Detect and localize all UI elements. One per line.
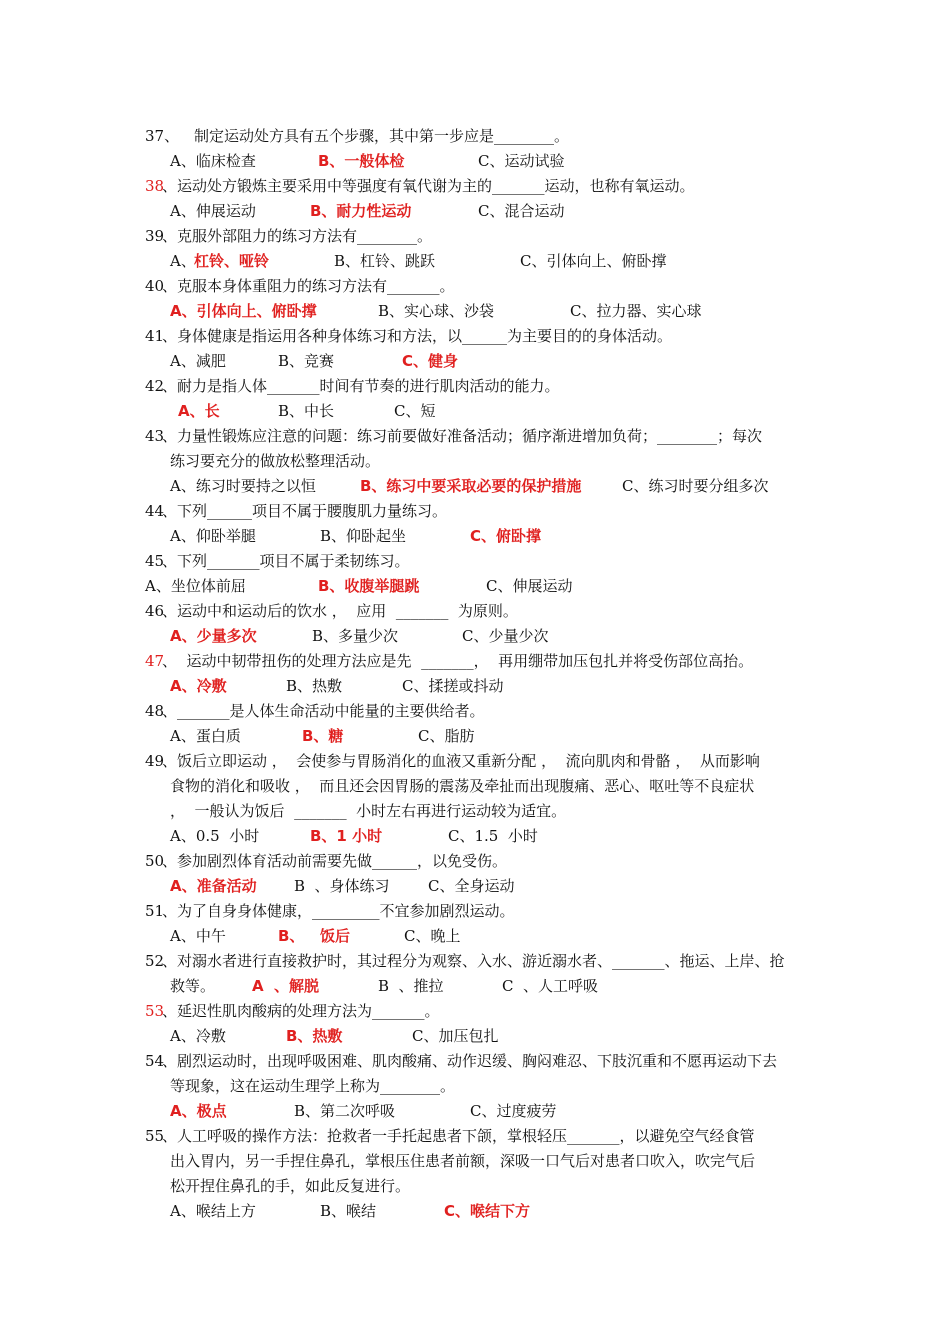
question-stem-continued: 救等。 xyxy=(170,977,216,995)
question-number: 46 xyxy=(145,602,165,620)
options-50 xyxy=(0,875,950,897)
question-stem-continued: 练习要充分的做放松整理活动。 xyxy=(170,452,381,470)
option-c: C、揉搓或抖动 xyxy=(402,677,504,695)
options-37 xyxy=(0,150,950,172)
option-b: B、第二次呼吸 xyxy=(294,1102,396,1120)
option-c: C、运动试验 xyxy=(478,152,565,170)
question-stem: 、参加剧烈体育活动前需要先做______，以免受伤。 xyxy=(162,852,508,870)
question-49-cont xyxy=(0,775,950,797)
question-39 xyxy=(0,225,950,247)
question-number: 43 xyxy=(145,427,165,445)
question-46 xyxy=(0,600,950,622)
option-a: A、减肥 xyxy=(170,352,226,370)
option-c: C、伸展运动 xyxy=(486,577,573,595)
question-stem-continued: 出入胃内，另一手捏住鼻孔，掌根压住患者前额，深吸一口气后对患者口吹入，吹完气后 xyxy=(170,1152,756,1170)
question-54-cont xyxy=(0,1075,950,1097)
question-number: 49 xyxy=(145,752,165,770)
option-c: C、少量少次 xyxy=(462,627,549,645)
option-c: C、过度疲劳 xyxy=(470,1102,557,1120)
option-b: B 、身体练习 xyxy=(294,877,390,895)
option-c-answer: C、健身 xyxy=(402,352,459,370)
option-c: C、引体向上、俯卧撑 xyxy=(520,252,667,270)
question-stem-continued: 等现象，这在运动生理学上称为________。 xyxy=(170,1077,456,1095)
option-a: A、坐位体前屈 xyxy=(145,577,246,595)
question-number: 37、 xyxy=(145,127,180,145)
question-stem-continued: 食物的消化和吸收 ， 而且还会因胃肠的震荡及牵扯而出现腹痛、恶心、呕吐等不良症状 xyxy=(170,777,755,795)
option-a: A、练习时要持之以恒 xyxy=(170,477,316,495)
question-stem: 、运动处方锻炼主要采用中等强度有氧代谢为主的_______运动，也称有氧运动。 xyxy=(162,177,695,195)
option-c: C、混合运动 xyxy=(478,202,565,220)
option-b: B、热敷 xyxy=(286,677,343,695)
option-a: A、0.5 小时 xyxy=(170,827,260,845)
options-45 xyxy=(0,575,950,597)
question-stem: 、克服外部阻力的练习方法有________。 xyxy=(162,227,433,245)
question-stem: 制定运动处方具有五个步骤，其中第一步应是________。 xyxy=(194,127,570,145)
question-stem: 、剧烈运动时，出现呼吸困难、肌肉酸痛、动作迟缓、胸闷难忍、下肢沉重和不愿再运动下去 xyxy=(162,1052,778,1070)
options-40 xyxy=(0,300,950,322)
question-48 xyxy=(0,700,950,722)
option-b-answer: B、1 小时 xyxy=(310,827,383,845)
options-53 xyxy=(0,1025,950,1047)
option-c-answer: C、俯卧撑 xyxy=(470,527,542,545)
option-b-answer: B、一般体检 xyxy=(318,152,405,170)
option-a-answer: A、长 xyxy=(178,402,220,420)
question-number: 50 xyxy=(145,852,165,870)
options-55 xyxy=(0,1200,950,1222)
question-number: 53 xyxy=(145,1002,165,1020)
options-46 xyxy=(0,625,950,647)
question-52-cont xyxy=(0,975,950,997)
option-c-answer: C、喉结下方 xyxy=(444,1202,531,1220)
option-a: A、仰卧举腿 xyxy=(170,527,256,545)
question-number: 51 xyxy=(145,902,165,920)
question-47 xyxy=(0,650,950,672)
question-number: 48 xyxy=(145,702,165,720)
question-38 xyxy=(0,175,950,197)
question-stem-continued: ， 一般认为饭后 _______ 小时左右再进行运动较为适宜。 xyxy=(170,802,567,820)
question-number: 45 xyxy=(145,552,165,570)
option-a-prefix: A、 xyxy=(170,252,196,270)
question-43-cont xyxy=(0,450,950,472)
question-41 xyxy=(0,325,950,347)
options-41 xyxy=(0,350,950,372)
option-b-answer: B、糖 xyxy=(302,727,344,745)
option-c: C、练习时要分组多次 xyxy=(622,477,769,495)
option-a: A、伸展运动 xyxy=(170,202,256,220)
option-a-answer: A、引体向上、俯卧撑 xyxy=(170,302,317,320)
option-c: C、加压包扎 xyxy=(412,1027,499,1045)
option-c: C、晚上 xyxy=(404,927,461,945)
option-a-answer: A、极点 xyxy=(170,1102,227,1120)
question-55-cont xyxy=(0,1150,950,1172)
question-54 xyxy=(0,1050,950,1072)
question-43 xyxy=(0,425,950,447)
question-stem: 、延迟性肌肉酸病的处理方法为_______。 xyxy=(162,1002,440,1020)
question-stem: 、 运动中韧带扭伤的处理方法应是先 _______， 再用绷带加压包扎并将受伤部位高抬。 xyxy=(162,652,754,670)
question-number: 54 xyxy=(145,1052,165,1070)
question-50 xyxy=(0,850,950,872)
question-stem: 、对溺水者进行直接救护时，其过程分为观察、入水、游近溺水者、_______、拖运、上岸、抢 xyxy=(162,952,785,970)
option-a: A、喉结上方 xyxy=(170,1202,256,1220)
options-51 xyxy=(0,925,950,947)
question-42 xyxy=(0,375,950,397)
option-a-answer: A、准备活动 xyxy=(170,877,257,895)
option-a-answer: A 、解脱 xyxy=(252,977,320,995)
question-stem: 、_______是人体生命活动中能量的主要供给者。 xyxy=(162,702,485,720)
question-stem: 、下列______项目不属于腰腹肌力量练习。 xyxy=(162,502,448,520)
option-b-answer: B、收腹举腿跳 xyxy=(318,577,420,595)
option-b: B、实心球、沙袋 xyxy=(378,302,495,320)
question-stem: 、为了自身身体健康，_________不宜参加剧烈运动。 xyxy=(162,902,515,920)
option-a: A、中午 xyxy=(170,927,226,945)
option-b: B、杠铃、跳跃 xyxy=(334,252,436,270)
option-a-answer: A、冷敷 xyxy=(170,677,227,695)
question-stem: 、饭后立即运动 ， 会使参与胃肠消化的血液又重新分配 ， 流向肌肉和骨骼 ， 从而影响 xyxy=(162,752,760,770)
question-number: 41 xyxy=(145,327,165,345)
options-49 xyxy=(0,825,950,847)
question-stem: 、下列_______项目不属于柔韧练习。 xyxy=(162,552,410,570)
question-55 xyxy=(0,1125,950,1147)
question-number: 42 xyxy=(145,377,165,395)
question-53 xyxy=(0,1000,950,1022)
question-number: 44 xyxy=(145,502,165,520)
option-c: C、拉力器、实心球 xyxy=(570,302,702,320)
options-54 xyxy=(0,1100,950,1122)
option-a: A、临床检查 xyxy=(170,152,256,170)
option-b-answer: B、练习中要采取必要的保护措施 xyxy=(360,477,582,495)
option-b: B 、推拉 xyxy=(378,977,444,995)
question-stem: 、人工呼吸的操作方法：抢救者一手托起患者下颌，掌根轻压_______，以避免空气经食管 xyxy=(162,1127,755,1145)
option-a: A、冷敷 xyxy=(170,1027,226,1045)
question-number: 47 xyxy=(145,652,165,670)
options-47 xyxy=(0,675,950,697)
question-number: 38 xyxy=(145,177,165,195)
option-c: C、短 xyxy=(394,402,436,420)
option-b: B、仰卧起坐 xyxy=(320,527,407,545)
option-a-answer: 杠铃、哑铃 xyxy=(194,252,270,270)
question-stem: 、克服本身体重阻力的练习方法有_______。 xyxy=(162,277,455,295)
question-44 xyxy=(0,500,950,522)
options-38 xyxy=(0,200,950,222)
option-b: B、多量少次 xyxy=(312,627,399,645)
question-37 xyxy=(0,125,950,147)
question-stem: 、身体健康是指运用各种身体练习和方法，以______为主要目的的身体活动。 xyxy=(162,327,673,345)
option-c: C、1.5 小时 xyxy=(448,827,538,845)
question-52 xyxy=(0,950,950,972)
question-number: 40 xyxy=(145,277,165,295)
options-42 xyxy=(0,400,950,422)
question-number: 39 xyxy=(145,227,165,245)
option-a: A、蛋白质 xyxy=(170,727,241,745)
option-c: C、全身运动 xyxy=(428,877,515,895)
option-b: B、喉结 xyxy=(320,1202,377,1220)
option-c: C、脂肪 xyxy=(418,727,475,745)
options-43 xyxy=(0,475,950,497)
option-b: B、中长 xyxy=(278,402,335,420)
question-45 xyxy=(0,550,950,572)
question-number: 52 xyxy=(145,952,165,970)
option-c: C 、人工呼吸 xyxy=(502,977,599,995)
option-b-answer: B、热敷 xyxy=(286,1027,343,1045)
question-49 xyxy=(0,750,950,772)
option-b-prefix: B、 xyxy=(278,927,305,945)
options-48 xyxy=(0,725,950,747)
question-stem-continued: 松开捏住鼻孔的手，如此反复进行。 xyxy=(170,1177,411,1195)
option-b-answer: B、耐力性运动 xyxy=(310,202,412,220)
question-55-cont2 xyxy=(0,1175,950,1197)
options-39 xyxy=(0,250,950,272)
question-number: 55 xyxy=(145,1127,165,1145)
question-stem: 、力量性锻炼应注意的问题：练习前要做好准备活动；循序渐进增加负荷；________；每次 xyxy=(162,427,763,445)
question-40 xyxy=(0,275,950,297)
option-b: B、竞赛 xyxy=(278,352,335,370)
question-51 xyxy=(0,900,950,922)
question-stem: 、运动中和运动后的饮水 ， 应用 _______ 为原则。 xyxy=(162,602,518,620)
question-49-cont2 xyxy=(0,800,950,822)
options-44 xyxy=(0,525,950,547)
option-b-answer: 饭后 xyxy=(320,927,351,945)
option-a-answer: A、少量多次 xyxy=(170,627,257,645)
question-stem: 、耐力是指人体_______时间有节奏的进行肌肉活动的能力。 xyxy=(162,377,560,395)
